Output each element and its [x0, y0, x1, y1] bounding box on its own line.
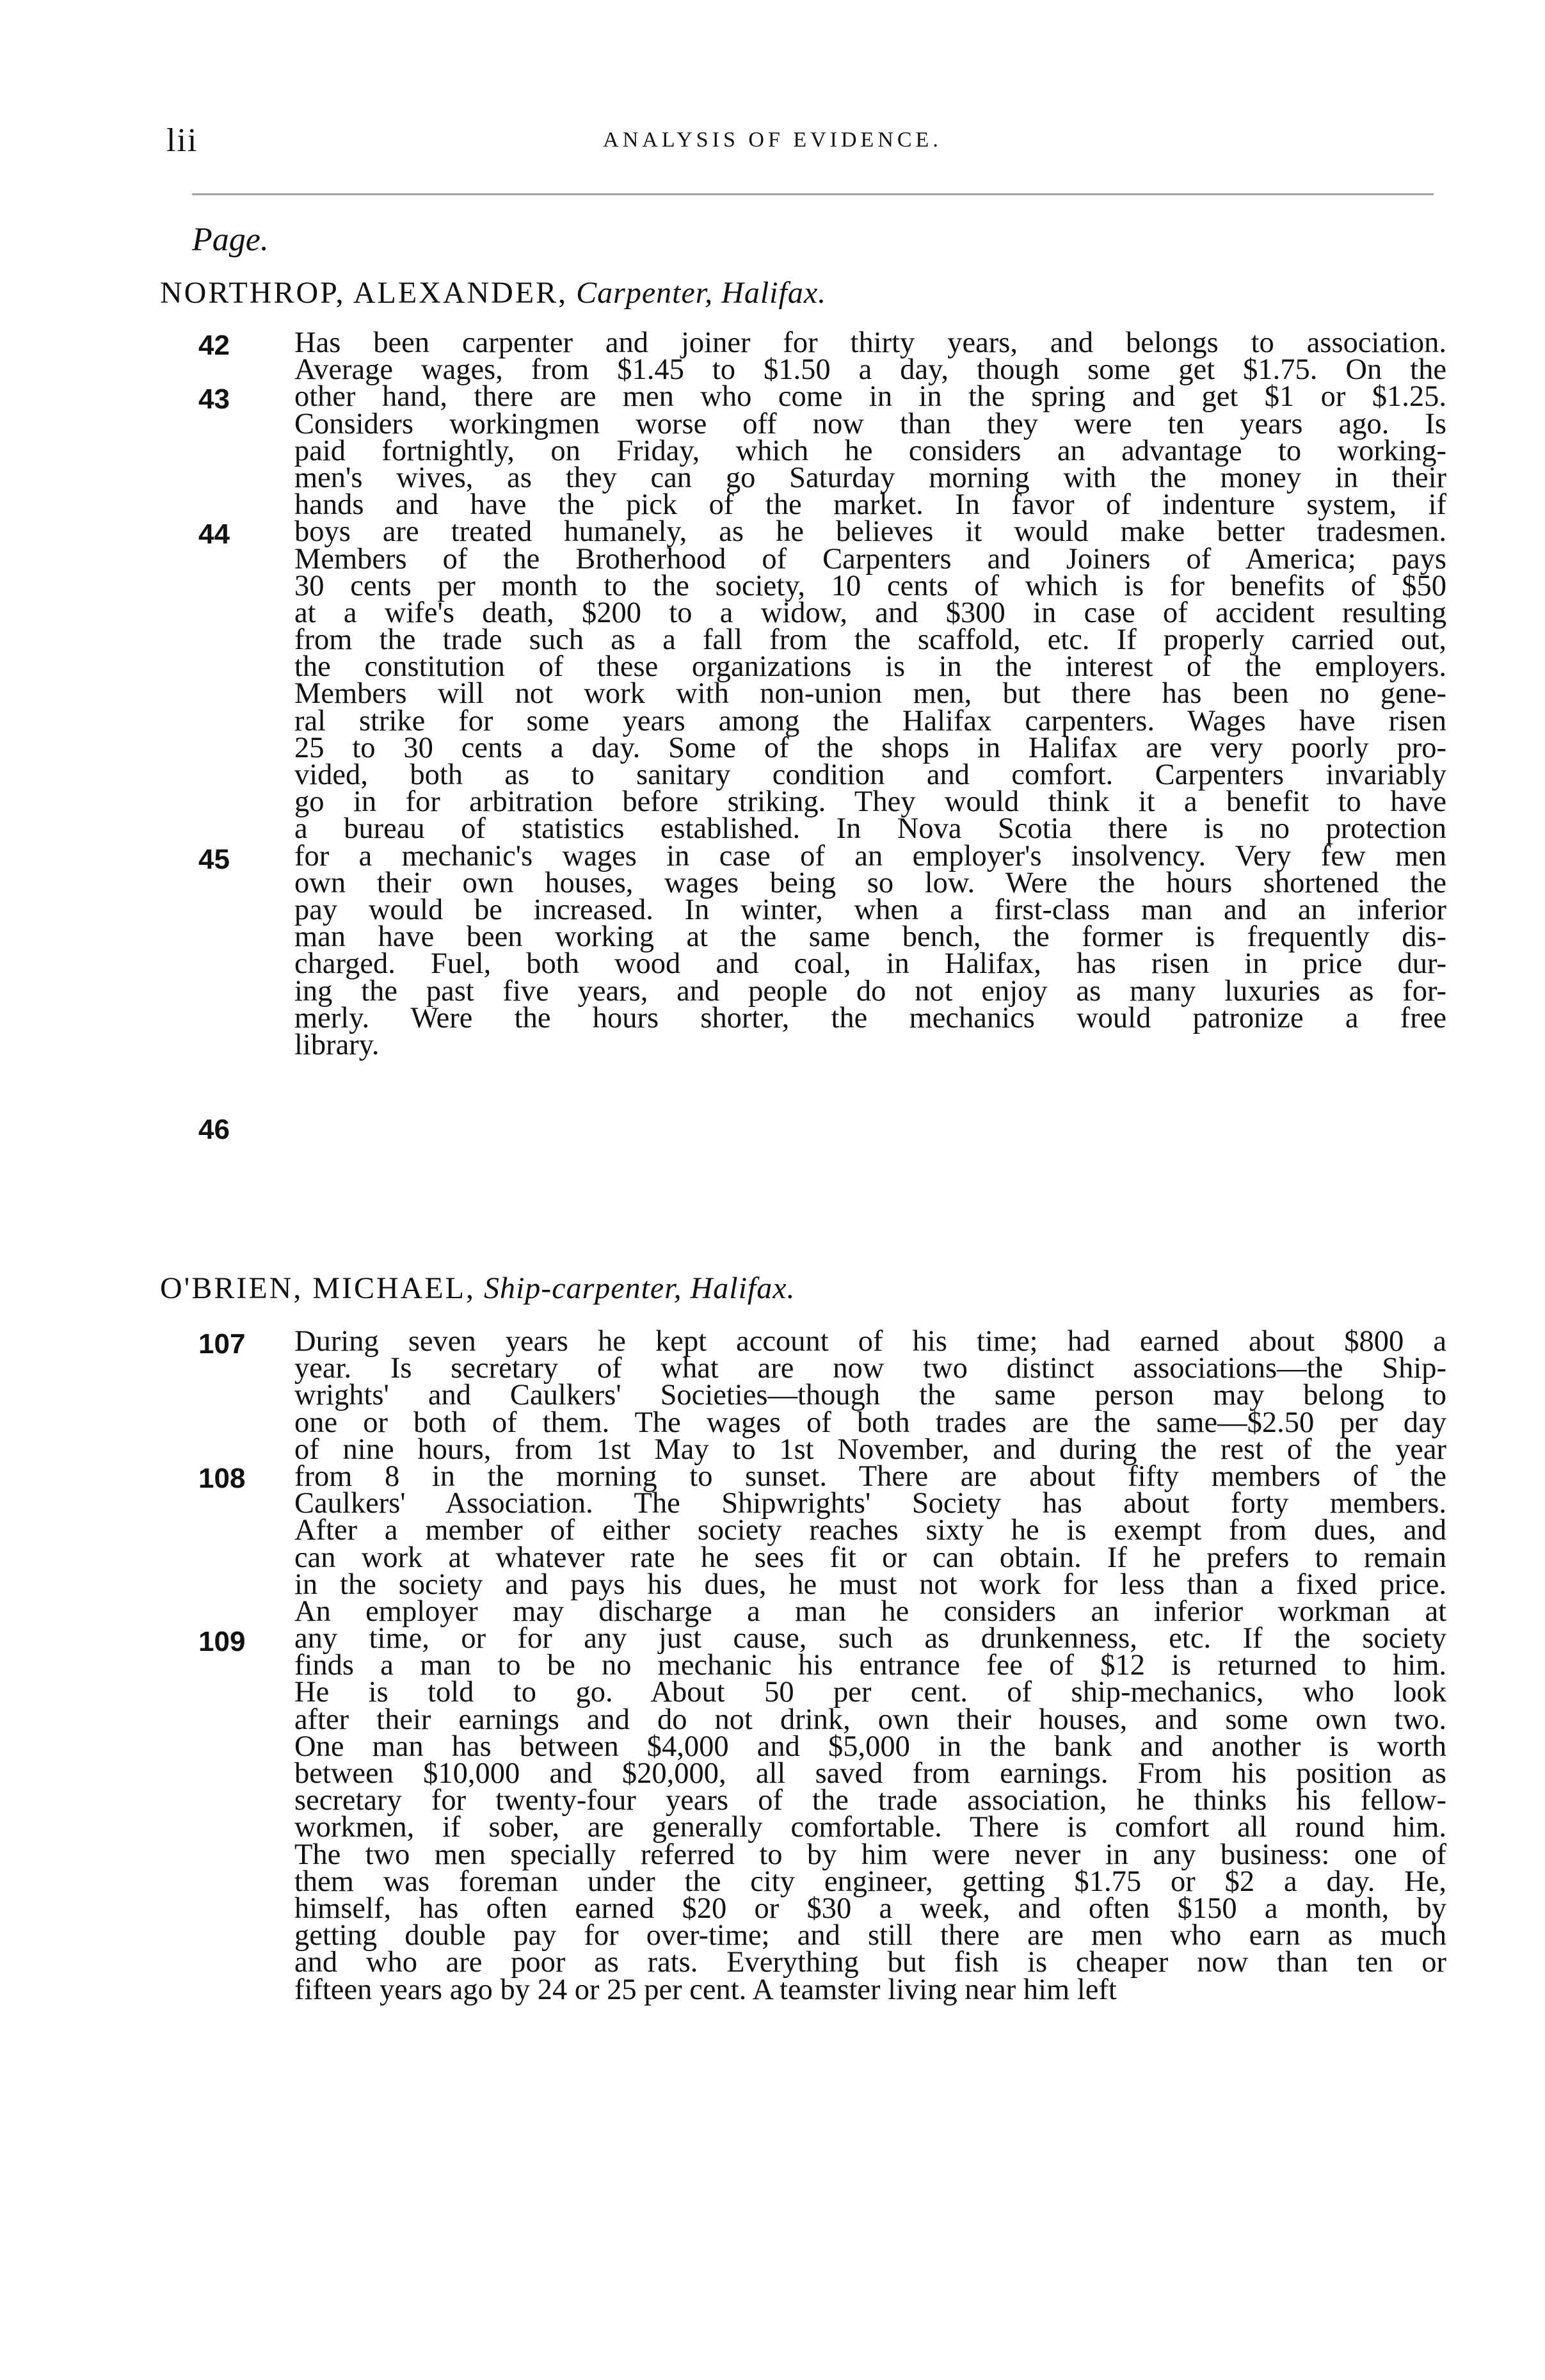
- text-line: after their earnings and do not drink, own their houses, and some own two.: [294, 1703, 1446, 1736]
- page-reference: 109: [198, 1626, 246, 1657]
- text-line: 30 cents per month to the society, 10 cents of which is for benefits of $50: [294, 569, 1446, 602]
- text-line: After a member of either society reaches sixty he is exempt from dues, and: [294, 1514, 1446, 1547]
- text-line: pay would be increased. In winter, when a first-class man and an inferior: [294, 893, 1446, 926]
- text-line: own their own houses, wages being so low. Were the hours shortened the: [294, 866, 1446, 899]
- page-reference: 108: [198, 1463, 246, 1494]
- text-line: hands and have the pick of the market. In favor of indenture system, if: [294, 488, 1446, 522]
- evidence-text: [294, 1325, 1446, 2006]
- text-line: library.: [294, 1028, 380, 1061]
- text-line: himself, has often earned $20 or $30 a week, and often $150 a month, by: [294, 1892, 1446, 1925]
- text-line: from the trade such as a fall from the scaffold, etc. If properly carried out,: [294, 623, 1446, 657]
- text-line: During seven years he kept account of his time; had earned about $800 a: [294, 1325, 1446, 1358]
- witness-name: NORTHROP, ALEXANDER,: [160, 276, 568, 310]
- witness-heading: [160, 1271, 1440, 1306]
- page-reference: 107: [198, 1328, 246, 1360]
- page-column-label: Page.: [192, 221, 269, 258]
- witness-occupation: Carpenter, Halifax.: [576, 276, 827, 310]
- running-head: ANALYSIS OF EVIDENCE.: [603, 128, 942, 152]
- witness-occupation: Ship-carpenter, Halifax.: [483, 1271, 796, 1305]
- text-line: year. Is secretary of what are now two distinct associations—the Ship-: [294, 1352, 1446, 1385]
- text-line: Members will not work with non-union men, but there has been no gene-: [294, 677, 1446, 711]
- text-line: go in for arbitration before striking. They would think it a benefit to have: [294, 785, 1446, 819]
- witness-name: O'BRIEN, MICHAEL,: [160, 1271, 476, 1305]
- text-line: one or both of them. The wages of both trades are the same—$2.50 per day: [294, 1406, 1446, 1439]
- text-line: and who are poor as rats. Everything but fish is cheaper now than ten or: [294, 1946, 1446, 1979]
- text-line: man have been working at the same bench, the former is frequently dis-: [294, 921, 1446, 954]
- page-reference: 42: [198, 330, 230, 361]
- text-line: ing the past five years, and people do not enjoy as many luxuries as for-: [294, 974, 1446, 1008]
- text-line: a bureau of statistics established. In Nova Scotia there is no protection: [294, 812, 1446, 846]
- text-line: One man has between $4,000 and $5,000 in the bank and another is worth: [294, 1730, 1446, 1763]
- header-rule: [192, 193, 1434, 195]
- text-line: of nine hours, from 1st May to 1st November, and during the rest of the year: [294, 1433, 1446, 1466]
- page-reference: 45: [198, 844, 230, 875]
- text-line: workmen, if sober, are generally comfortable. There is comfort all round him.: [294, 1811, 1446, 1844]
- text-line: vided, both as to sanitary condition and comfort. Carpenters invariably: [294, 759, 1446, 791]
- text-line: at a wife's death, $200 to a widow, and $300 in case of accident resulting: [294, 596, 1446, 629]
- page-folio: lii: [166, 122, 198, 159]
- page-reference: 44: [198, 519, 230, 550]
- text-line: between $10,000 and $20,000, all saved from earnings. From his position as: [294, 1757, 1446, 1790]
- text-line: merly. Were the hours shorter, the mechanics would patronize a free: [294, 1001, 1446, 1034]
- text-line: fifteen years ago by 24 or 25 per cent. A teamster living near him left: [294, 1973, 1117, 2006]
- text-line: can work at whatever rate he sees fit or can obtain. If he prefers to remain: [294, 1541, 1446, 1574]
- text-line: from 8 in the morning to sunset. There are about fifty members of the: [294, 1459, 1446, 1493]
- page-reference: 46: [198, 1114, 230, 1145]
- text-line: getting double pay for over-time; and still there are men who earn as much: [294, 1919, 1446, 1952]
- text-line: He is told to go. About 50 per cent. of ship-mechanics, who look: [294, 1676, 1446, 1709]
- text-line: in the society and pays his dues, he must not work for less than a fixed price.: [294, 1568, 1446, 1601]
- text-line: other hand, there are men who come in in the spring and get $1 or $1.25.: [294, 380, 1446, 414]
- text-line: charged. Fuel, both wood and coal, in Halifax, has risen in price dur-: [294, 947, 1446, 981]
- text-line: for a mechanic's wages in case of an employer's insolvency. Very few men: [294, 839, 1446, 872]
- evidence-text: [294, 326, 1446, 1061]
- text-line: the constitution of these organizations is in the interest of the employers.: [294, 650, 1446, 684]
- text-line: any time, or for any just cause, such as drunkenness, etc. If the society: [294, 1622, 1446, 1655]
- text-line: Caulkers' Association. The Shipwrights' Society has about forty members.: [294, 1487, 1446, 1520]
- text-line: The two men specially referred to by him were never in any business: one of: [294, 1838, 1446, 1871]
- text-line: finds a man to be no mechanic his entrance fee of $12 is returned to him.: [294, 1649, 1446, 1682]
- text-line: Has been carpenter and joiner for thirty years, and belongs to association.: [294, 326, 1446, 359]
- text-line: An employer may discharge a man he considers an inferior workman at: [294, 1595, 1446, 1628]
- text-line: men's wives, as they can go Saturday morning with the money in their: [294, 461, 1446, 494]
- text-line: Considers workingmen worse off now than they were ten years ago. Is: [294, 407, 1446, 440]
- text-line: 25 to 30 cents a day. Some of the shops in Halifax are very poorly pro-: [294, 731, 1446, 764]
- page-reference: 43: [198, 383, 230, 415]
- text-line: boys are treated humanely, as he believes it would make better tradesmen.: [294, 515, 1446, 549]
- text-line: wrights' and Caulkers' Societies—though the same person may belong to: [294, 1379, 1446, 1412]
- witness-heading: [160, 275, 1440, 310]
- text-line: Members of the Brotherhood of Carpenters and Joiners of America; pays: [294, 542, 1446, 575]
- text-line: ral strike for some years among the Halifax carpenters. Wages have risen: [294, 704, 1446, 737]
- text-line: secretary for twenty-four years of the trade association, he thinks his fellow-: [294, 1784, 1446, 1817]
- text-line: them was foreman under the city engineer, getting $1.75 or $2 a day. He,: [294, 1865, 1446, 1898]
- text-line: paid fortnightly, on Friday, which he considers an advantage to working-: [294, 434, 1446, 467]
- text-line: Average wages, from $1.45 to $1.50 a day, though some get $1.75. On the: [294, 353, 1446, 387]
